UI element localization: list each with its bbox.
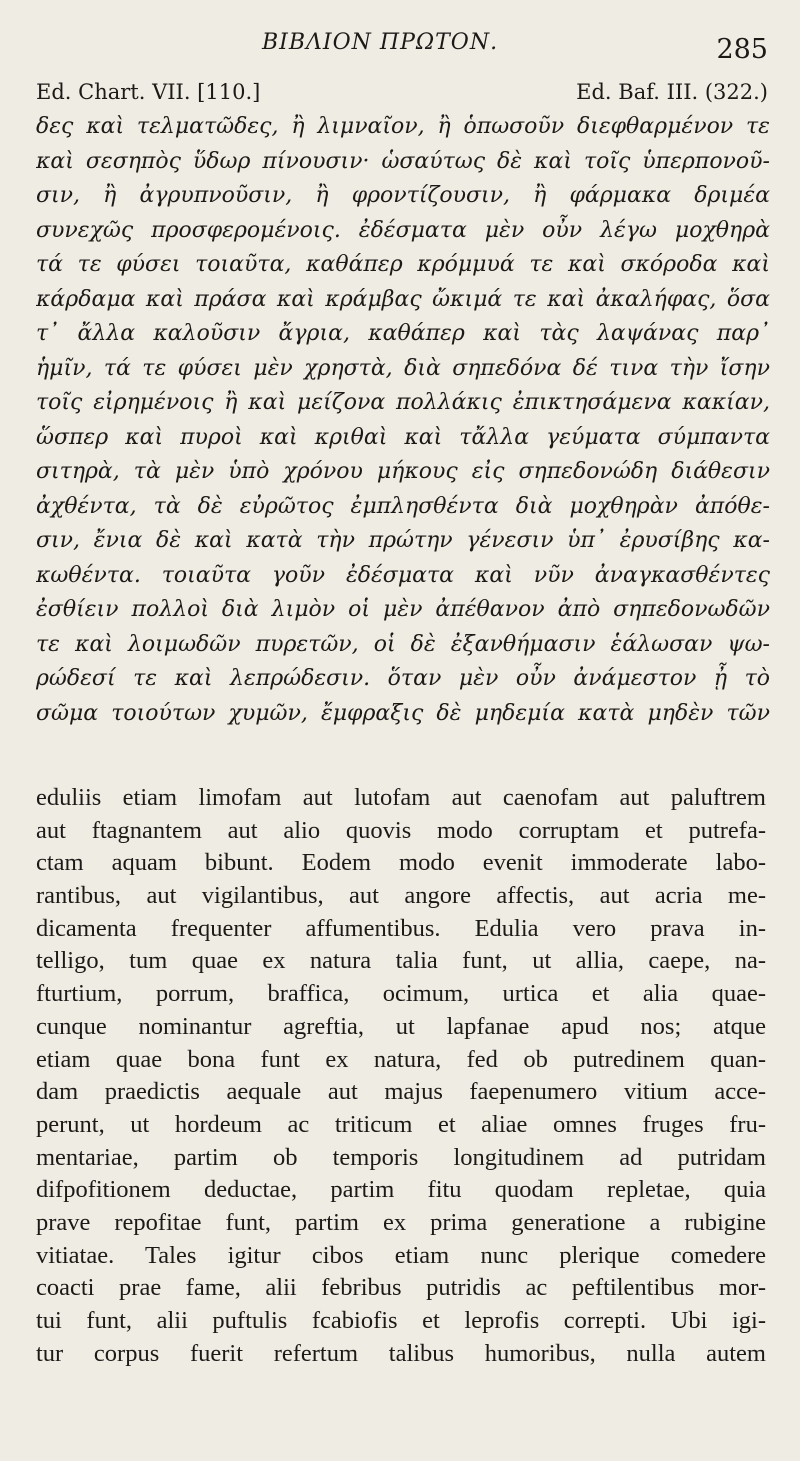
greek-line: ἐσθίειν πολλοὶ διὰ λιμὸν οἱ μὲν ἀπέθανον ἀπὸ σηπεδονωδῶν xyxy=(36,597,770,622)
greek-line: ρώδεσί τε καὶ λεπρώδεσιν. ὅταν μὲν οὖν ἀνάμεστον ᾖ τὸ xyxy=(36,666,770,691)
page-number: 285 xyxy=(716,34,768,65)
latin-line: ctam aquam bibunt. Eodem modo evenit immoderate labo- xyxy=(36,849,766,877)
greek-line: σῶμα τοιούτων χυμῶν, ἔμφραξις δὲ μηδεμία κατὰ μηδὲν τῶν xyxy=(36,700,770,726)
greek-line: τά τε φύσει τοιαῦτα, καθάπερ κρόμμυά τε καὶ σκόροδα καὶ xyxy=(36,252,770,277)
latin-line: cunque nominantur agreftia, ut lapfanae apud nos; atque xyxy=(36,1012,766,1040)
latin-text-block xyxy=(36,782,766,1370)
latin-line: prave repofitae funt, partim ex prima generatione a rubigine xyxy=(36,1208,766,1236)
latin-line: tur corpus fuerit refertum talibus humoribus, nulla autem xyxy=(36,1339,766,1367)
greek-line: τ᾽ ἄλλα καλοῦσιν ἄγρια, καθάπερ καὶ τὰς λαψάνας παρ᾽ xyxy=(36,321,770,346)
latin-line: aut ftagnantem aut alio quovis modo corruptam et putrefa- xyxy=(36,816,766,844)
latin-line: dam praedictis aequale aut majus faepenumero vitium acce- xyxy=(36,1078,766,1106)
greek-line: σιτηρὰ, τὰ μὲν ὑπὸ χρόνου μήκους εἰς σηπεδονώδη διάθεσιν xyxy=(36,459,770,484)
greek-line: δες καὶ τελματῶδες, ἢ λιμναῖον, ἢ ὁπωσοῦν διεφθαρμένον τε xyxy=(36,114,770,139)
latin-line: difpofitionem deductae, partim fitu quodam repletae, quia xyxy=(36,1176,766,1204)
latin-line: fturtium, porrum, braffica, ocimum, urtica et alia quae- xyxy=(36,980,766,1008)
latin-line: dicamenta frequenter affumentibus. Edulia vero prava in- xyxy=(36,914,766,942)
running-head xyxy=(0,28,800,64)
latin-line: coacti prae fame, alii febribus putridis ac peftilentibus mor- xyxy=(36,1274,766,1302)
greek-line: τε καὶ λοιμωδῶν πυρετῶν, οἱ δὲ ἐξανθήμασιν ἑάλωσαν ψω- xyxy=(36,631,770,657)
latin-line: rantibus, aut vigilantibus, aut angore affectis, aut acria me- xyxy=(36,882,766,910)
greek-line: σιν, ἔνια δὲ καὶ κατὰ τὴν πρώτην γένεσιν ὑπ᾽ ἐρυσίβης κα- xyxy=(36,528,770,553)
greek-line: ἡμῖν, τά τε φύσει μὲν χρηστὰ, διὰ σηπεδόνα δέ τινα τὴν ἴσην xyxy=(36,355,770,381)
latin-line: mentariae, partim ob temporis longitudinem ad putridam xyxy=(36,1143,766,1171)
greek-text-block xyxy=(36,110,770,731)
greek-line: σιν, ἢ ἀγρυπνοῦσιν, ἢ φροντίζουσιν, ἢ φάρμακα δριμέα xyxy=(36,183,770,208)
edition-reference-line xyxy=(36,80,768,110)
greek-line: ὥσπερ καὶ πυροὶ καὶ κριθαὶ καὶ τἄλλα γεύματα σύμπαντα xyxy=(36,424,770,450)
latin-line: perunt, ut hordeum ac triticum et aliae omnes fruges fru- xyxy=(36,1110,766,1138)
greek-line: ἀχθέντα, τὰ δὲ εὐρῶτος ἐμπλησθέντα διὰ μοχθηρὰν ἀπόθε- xyxy=(36,493,770,519)
latin-line: eduliis etiam limofam aut lutofam aut caenofam aut paluftrem xyxy=(36,784,766,811)
running-title: BIBΛΙΟΝ ΠΡΩΤΟΝ. xyxy=(262,30,499,55)
greek-line: κωθέντα. τοιαῦτα γοῦν ἐδέσματα καὶ νῦν ἀναγκασθέντες xyxy=(36,562,770,588)
edition-reference-chartier: Ed. Chart. VII. [110.] xyxy=(36,80,261,104)
edition-reference-basel: Ed. Baf. III. (322.) xyxy=(576,80,768,104)
latin-line: tui funt, alii puftulis fcabiofis et leprofis correpti. Ubi igi- xyxy=(36,1307,766,1334)
latin-line: telligo, tum quae ex natura talia funt, ut allia, caepe, na- xyxy=(36,947,766,975)
greek-line: καὶ σεσηπὸς ὕδωρ πίνουσιν· ὡσαύτως δὲ καὶ τοῖς ὑπερπονοῦ- xyxy=(36,148,770,174)
latin-line: vitiatae. Tales igitur cibos etiam nunc plerique comedere xyxy=(36,1241,766,1269)
greek-line: τοῖς εἰρημένοις ἢ καὶ μείζονα πολλάκις ἐπικτησάμενα κακίαν, xyxy=(36,390,770,415)
greek-line: κάρδαμα καὶ πράσα καὶ κράμβας ὤκιμά τε καὶ ἀκαλήφας, ὅσα xyxy=(36,286,770,312)
greek-line: συνεχῶς προσφερομένοις. ἐδέσματα μὲν οὖν λέγω μοχθηρὰ xyxy=(36,217,770,243)
latin-line: etiam quae bona funt ex natura, fed ob putredinem quan- xyxy=(36,1045,766,1073)
